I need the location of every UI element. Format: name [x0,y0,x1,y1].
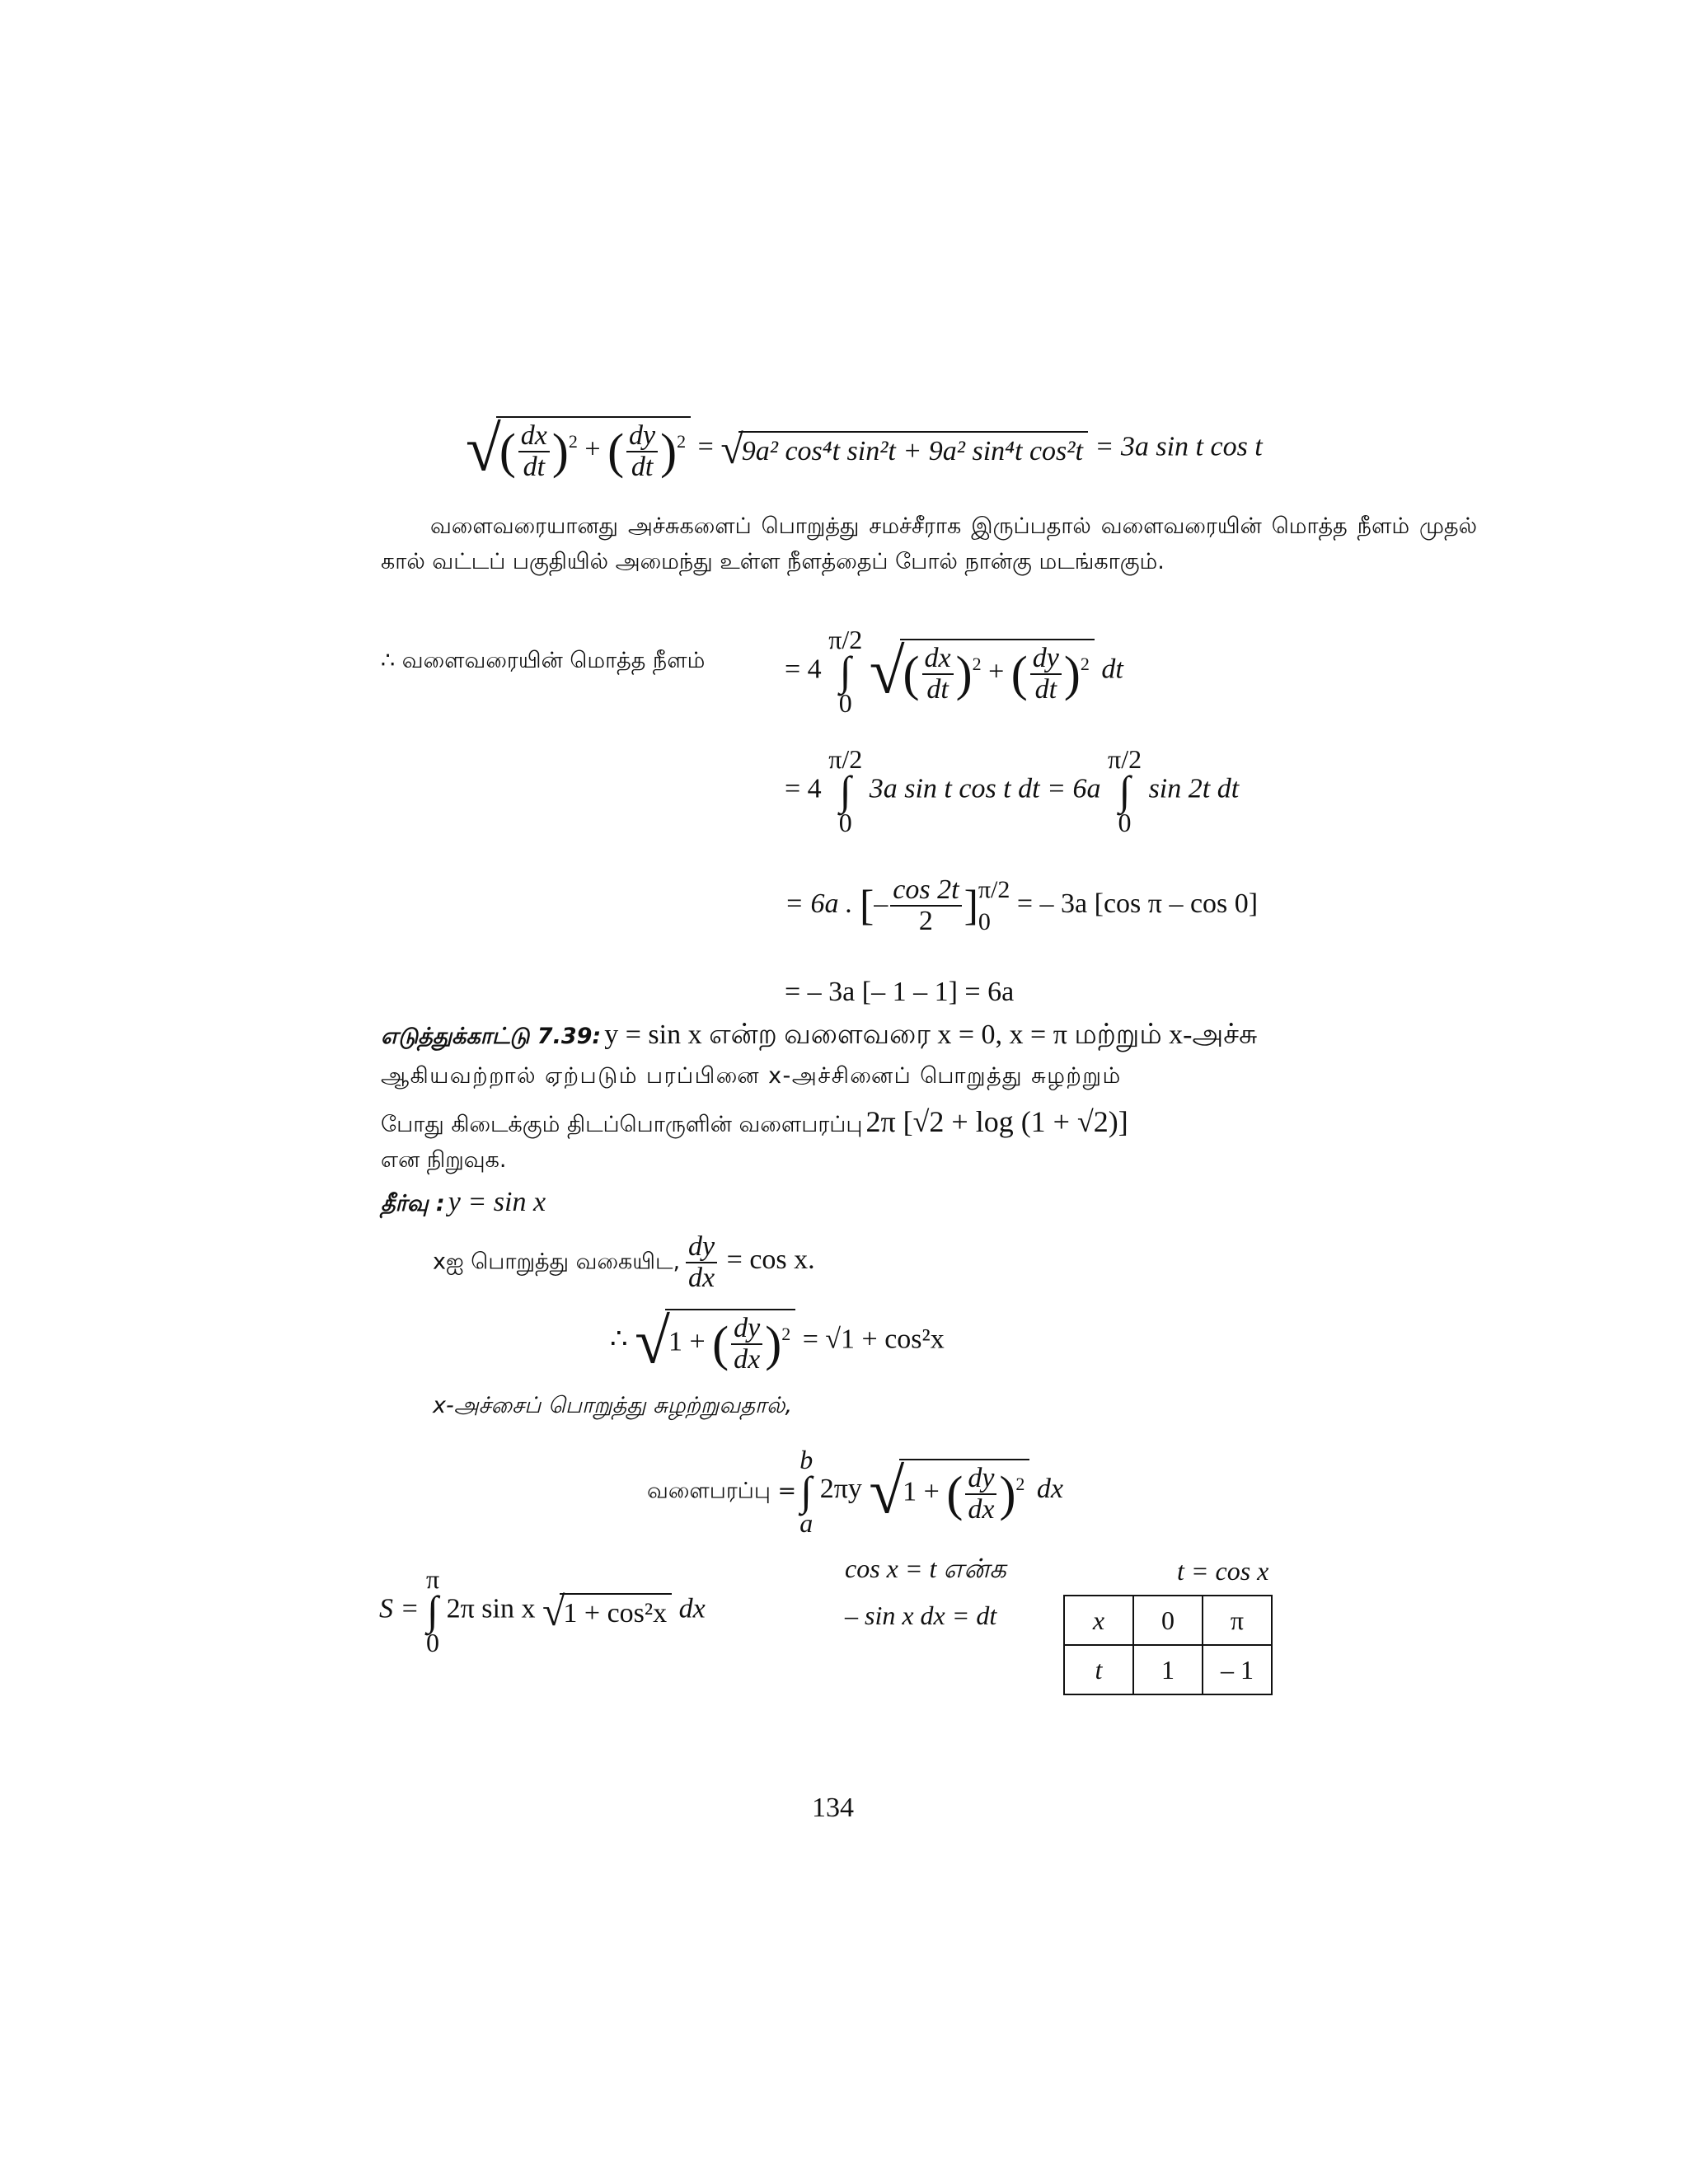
example-line-2: ஆகியவற்றால் ஏற்படும் பரப்பினை x-அச்சினைப் பொறுத்து சுழற்றும் [381,1063,1122,1089]
length-step-3: = 6a . [– $\frac{\cos 2t}{2}$ ] π/2 0 = – 3a [cos π – cos 0] [785,874,1259,936]
sub-1-text: cos x = t என்க [845,1554,1006,1583]
root-result: = √1 + cos²x [802,1324,945,1355]
table-cell: – 1 [1203,1645,1272,1694]
equation-speed: √( $\frac{dx}{dt}$ )$^2$ + ( $\frac{dy}{dt}$ )$^2$ = √9a² cos⁴t sin²t + 9a² sin⁴t cos²t = 3a sin t cos t [466,412,1263,485]
integrand: 3a sin t cos t dt = 6a [869,773,1101,804]
example-label: எடுத்துக்காட்டு 7.39: [381,1024,602,1049]
diff-text: xஐ பொறுத்து வகையிட, [433,1249,681,1275]
diff-result: = cos x. [726,1244,815,1276]
table-row [1064,1596,1272,1645]
integrand: sin 2t dt [1148,773,1240,804]
page-number: 134 [812,1793,854,1823]
table-cell: 1 [1133,1645,1203,1694]
integral-sign: π/2 ∫ 0 [828,744,863,837]
s-root: 1 + cos²x [560,1593,672,1629]
table-cell: t [1064,1645,1133,1694]
s-dx: dx [678,1593,706,1624]
equation-result: = 3a sin t cos t [1095,431,1263,462]
coef: = 6a . [785,888,853,919]
root-identity: ∴ √1 + ( $\frac{dy}{dx}$ )$^2$ = √1 + cos²x [610,1305,945,1377]
surface-area-formula: வளைபரப்பு = b ∫ a 2πy √1 + ( $\frac{dy}{dx}$ )$^2$ dx [647,1445,1064,1538]
substitution-2: – sin x dx = dt [845,1601,997,1630]
coef: = 4 [785,654,822,685]
solution-label: தீர்வு : [381,1191,445,1216]
s-integral: S = π ∫ 0 2π sin x √1 + cos²x dx [379,1564,706,1657]
example-line-1 [381,1019,1257,1054]
frac-num: cos 2t [890,875,961,907]
solution-equation: y = sin x [448,1187,546,1217]
integral-sign: π/2 ∫ 0 [1108,744,1142,837]
example-text-1: y = sin x என்ற வளைவரை x = 0, x = π மற்றும் x-அச்சு [604,1019,1258,1050]
length-step-4: = – 3a [– 1 – 1] = 6a [785,977,1015,1007]
area-integrand: 2πy [819,1474,862,1505]
solution-line [381,1187,546,1220]
table-cell: π [1203,1596,1272,1645]
coef: = 4 [785,773,822,804]
length-label: ∴ வளைவரையின் மொத்த நீளம் [381,648,706,673]
table-cell: x [1064,1596,1133,1645]
result: = – 3a [cos π – cos 0] [1016,888,1259,919]
area-label: வளைபரப்பு = [647,1478,797,1504]
length-step-1: = 4 π/2 ∫ 0 √( $\frac{dx}{dt}$ )$^2$ + ( $\frac{dy}{dt}$ )$^2$ dt [785,625,1123,718]
example-formula: 2π [√2 + log (1 + √2)] [865,1105,1128,1138]
table-title: t = cos x [1177,1556,1269,1586]
rotate-text: x-அச்சைப் பொறுத்து சுழற்றுவதால், [433,1393,793,1418]
equation-radicand: 9a² cos⁴t sin²t + 9a² sin⁴t cos²t [738,431,1088,467]
table-cell: 0 [1133,1596,1203,1645]
substitution-1 [845,1554,1006,1587]
s-label: S = [379,1593,420,1624]
s-integrand: 2π sin x [446,1593,536,1624]
integral-sign: π/2 ∫ 0 [828,625,863,718]
table-row [1064,1645,1272,1694]
length-step-2 [785,746,1239,836]
paragraph-symmetry: வளைவரையானது அச்சுகளைப் பொறுத்து சமச்சீராக இருப்பதால் வளைவரையின் மொத்த நீளம் முதல் கால் வட்டப் பகுதியில் அமைந்து உள்ள நீளத்தைப் போல் நான்கு மடங்காகும். [381,513,1477,574]
frac-den: 2 [918,906,933,936]
differentiation-line: xஐ பொறுத்து வகையிட, $\frac{dy}{dx}$ = cos x. [433,1231,815,1293]
limits-table [1063,1595,1273,1695]
example-line-4: என நிறுவுக. [381,1147,507,1173]
example-text-3: போது கிடைக்கும் திடப்பொருளின் வளைபரப்பு [381,1112,863,1137]
example-line-3 [381,1104,1128,1141]
